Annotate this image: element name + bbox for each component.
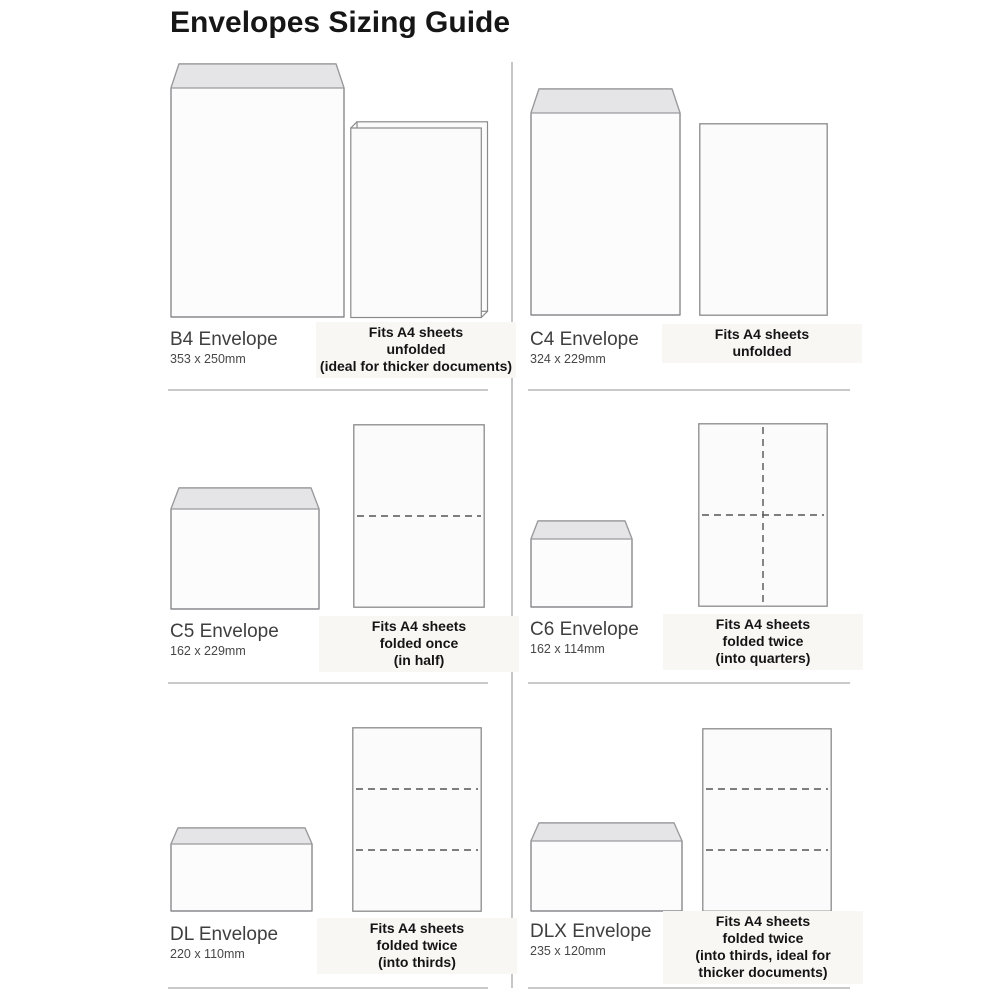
caption-line: Fits A4 sheets [368, 324, 464, 340]
c5-dimensions-label: 162 x 229mm [170, 644, 246, 658]
dlx-envelope-icon [530, 822, 683, 912]
caption-line: Fits A4 sheets [369, 920, 465, 936]
dlx-name-label: DLX Envelope [530, 921, 652, 942]
c4-paper-icon [699, 123, 828, 316]
b4-envelope-icon [170, 63, 345, 318]
dl-dimensions-label: 220 x 110mm [170, 947, 245, 961]
c5-envelope-icon [170, 487, 320, 610]
cell-dlx [520, 688, 860, 988]
c5-paper-icon [353, 424, 485, 608]
c4-dimensions-label: 324 x 229mm [530, 352, 606, 366]
c5-name-label: C5 Envelope [170, 621, 279, 642]
c6-envelope-icon [530, 520, 633, 608]
b4-name-label: B4 Envelope [170, 329, 278, 350]
cell-dl [160, 688, 512, 988]
caption-line: folded once [379, 635, 459, 651]
dlx-dimensions-label: 235 x 120mm [530, 944, 606, 958]
dlx-paper-icon [702, 728, 832, 912]
page-title: Envelopes Sizing Guide [170, 6, 511, 39]
caption-line: thicker documents) [698, 964, 828, 980]
caption-line: Fits A4 sheets [714, 326, 810, 342]
c6-dimensions-label: 162 x 114mm [530, 642, 605, 656]
dl-name-label: DL Envelope [170, 924, 279, 945]
caption-line: Fits A4 sheets [715, 913, 811, 929]
caption-line: (ideal for thicker documents) [319, 358, 513, 374]
c4-caption [662, 324, 862, 363]
cell-c5 [160, 395, 512, 683]
caption-line: (into quarters) [715, 650, 811, 666]
caption-line: (into thirds, ideal for [695, 947, 831, 963]
caption-line: Fits A4 sheets [371, 618, 467, 634]
b4-dimensions-label: 353 x 250mm [170, 352, 246, 366]
caption-line: folded twice [722, 633, 804, 649]
c6-caption [663, 614, 863, 670]
caption-line: Fits A4 sheets [715, 616, 811, 632]
caption-line: folded twice [376, 937, 458, 953]
cell-c6 [520, 395, 860, 683]
b4-paper-stack-icon [350, 121, 489, 319]
dl-caption [317, 918, 517, 974]
caption-line: (in half) [393, 652, 445, 668]
caption-line: unfolded [732, 343, 792, 359]
cell-c4 [520, 56, 860, 390]
dl-envelope-icon [170, 827, 313, 912]
cell-b4 [160, 56, 512, 390]
dlx-caption [663, 911, 863, 984]
caption-line: folded twice [722, 930, 804, 946]
dl-paper-icon [352, 727, 482, 912]
caption-line: (into thirds) [378, 954, 456, 970]
c4-name-label: C4 Envelope [530, 329, 639, 350]
c6-paper-icon [698, 423, 828, 607]
c4-envelope-icon [530, 88, 681, 316]
caption-line: unfolded [386, 341, 446, 357]
c6-name-label: C6 Envelope [530, 619, 639, 640]
c5-caption [319, 616, 519, 672]
b4-caption [316, 322, 516, 378]
